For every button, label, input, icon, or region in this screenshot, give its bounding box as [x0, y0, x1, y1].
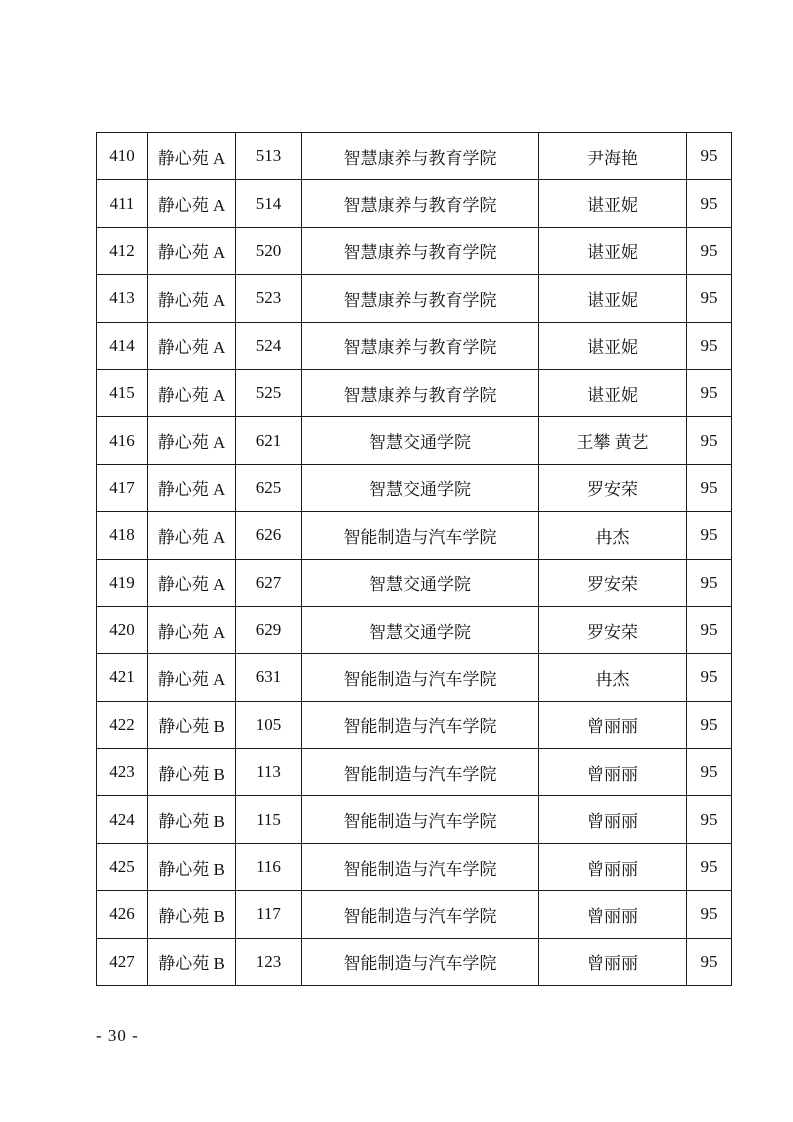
table-body	[97, 133, 732, 986]
score-cell: 95	[687, 701, 732, 748]
row-number-cell: 419	[97, 559, 148, 606]
score-cell: 95	[687, 464, 732, 511]
score-cell: 95	[687, 180, 732, 227]
table-row	[97, 322, 732, 369]
row-number-cell: 426	[97, 891, 148, 938]
score-cell: 95	[687, 938, 732, 985]
table-row	[97, 843, 732, 890]
college-cell: 智慧交通学院	[302, 559, 539, 606]
room-number-cell: 629	[236, 606, 302, 653]
building-cell: 静心苑 A	[148, 180, 236, 227]
table-row	[97, 180, 732, 227]
responsible-person-cell: 曾丽丽	[539, 701, 687, 748]
room-number-cell: 520	[236, 227, 302, 274]
score-cell: 95	[687, 891, 732, 938]
score-cell: 95	[687, 654, 732, 701]
table-row	[97, 133, 732, 180]
college-cell: 智能制造与汽车学院	[302, 701, 539, 748]
score-cell: 95	[687, 796, 732, 843]
building-cell: 静心苑 A	[148, 606, 236, 653]
college-cell: 智能制造与汽车学院	[302, 796, 539, 843]
row-number-cell: 412	[97, 227, 148, 274]
building-cell: 静心苑 B	[148, 701, 236, 748]
college-cell: 智慧康养与教育学院	[302, 369, 539, 416]
building-cell: 静心苑 B	[148, 749, 236, 796]
dormitory-score-table	[96, 132, 732, 986]
responsible-person-cell: 谌亚妮	[539, 180, 687, 227]
room-number-cell: 513	[236, 133, 302, 180]
building-cell: 静心苑 A	[148, 417, 236, 464]
college-cell: 智慧交通学院	[302, 464, 539, 511]
table-row	[97, 512, 732, 559]
responsible-person-cell: 冉杰	[539, 512, 687, 559]
college-cell: 智能制造与汽车学院	[302, 891, 539, 938]
table-row	[97, 275, 732, 322]
responsible-person-cell: 罗安荣	[539, 464, 687, 511]
responsible-person-cell: 尹海艳	[539, 133, 687, 180]
row-number-cell: 418	[97, 512, 148, 559]
college-cell: 智能制造与汽车学院	[302, 512, 539, 559]
building-cell: 静心苑 A	[148, 559, 236, 606]
college-cell: 智能制造与汽车学院	[302, 843, 539, 890]
responsible-person-cell: 罗安荣	[539, 606, 687, 653]
row-number-cell: 414	[97, 322, 148, 369]
table-row	[97, 891, 732, 938]
score-cell: 95	[687, 369, 732, 416]
score-cell: 95	[687, 749, 732, 796]
building-cell: 静心苑 A	[148, 227, 236, 274]
row-number-cell: 415	[97, 369, 148, 416]
table-row	[97, 606, 732, 653]
responsible-person-cell: 曾丽丽	[539, 796, 687, 843]
responsible-person-cell: 冉杰	[539, 654, 687, 701]
building-cell: 静心苑 A	[148, 322, 236, 369]
table-row	[97, 417, 732, 464]
score-cell: 95	[687, 606, 732, 653]
page-number: - 30 -	[96, 1026, 139, 1045]
row-number-cell: 417	[97, 464, 148, 511]
responsible-person-cell: 曾丽丽	[539, 843, 687, 890]
room-number-cell: 627	[236, 559, 302, 606]
row-number-cell: 423	[97, 749, 148, 796]
building-cell: 静心苑 A	[148, 369, 236, 416]
college-cell: 智能制造与汽车学院	[302, 938, 539, 985]
table-row	[97, 464, 732, 511]
responsible-person-cell: 曾丽丽	[539, 891, 687, 938]
row-number-cell: 411	[97, 180, 148, 227]
responsible-person-cell: 罗安荣	[539, 559, 687, 606]
responsible-person-cell: 谌亚妮	[539, 227, 687, 274]
room-number-cell: 524	[236, 322, 302, 369]
college-cell: 智慧康养与教育学院	[302, 227, 539, 274]
building-cell: 静心苑 B	[148, 796, 236, 843]
college-cell: 智慧康养与教育学院	[302, 275, 539, 322]
score-cell: 95	[687, 133, 732, 180]
room-number-cell: 117	[236, 891, 302, 938]
college-cell: 智慧康养与教育学院	[302, 133, 539, 180]
score-cell: 95	[687, 512, 732, 559]
college-cell: 智慧康养与教育学院	[302, 180, 539, 227]
college-cell: 智能制造与汽车学院	[302, 654, 539, 701]
score-cell: 95	[687, 417, 732, 464]
score-cell: 95	[687, 843, 732, 890]
table-row	[97, 369, 732, 416]
room-number-cell: 123	[236, 938, 302, 985]
room-number-cell: 525	[236, 369, 302, 416]
table-row	[97, 701, 732, 748]
room-number-cell: 116	[236, 843, 302, 890]
building-cell: 静心苑 B	[148, 938, 236, 985]
table-row	[97, 559, 732, 606]
table-row	[97, 227, 732, 274]
building-cell: 静心苑 A	[148, 275, 236, 322]
building-cell: 静心苑 B	[148, 891, 236, 938]
table-row	[97, 654, 732, 701]
row-number-cell: 424	[97, 796, 148, 843]
room-number-cell: 514	[236, 180, 302, 227]
row-number-cell: 413	[97, 275, 148, 322]
building-cell: 静心苑 A	[148, 464, 236, 511]
score-cell: 95	[687, 227, 732, 274]
row-number-cell: 422	[97, 701, 148, 748]
table-row	[97, 938, 732, 985]
responsible-person-cell: 谌亚妮	[539, 322, 687, 369]
row-number-cell: 410	[97, 133, 148, 180]
row-number-cell: 421	[97, 654, 148, 701]
score-cell: 95	[687, 322, 732, 369]
building-cell: 静心苑 A	[148, 133, 236, 180]
room-number-cell: 105	[236, 701, 302, 748]
row-number-cell: 425	[97, 843, 148, 890]
room-number-cell: 625	[236, 464, 302, 511]
college-cell: 智慧交通学院	[302, 606, 539, 653]
room-number-cell: 621	[236, 417, 302, 464]
responsible-person-cell: 曾丽丽	[539, 749, 687, 796]
college-cell: 智慧康养与教育学院	[302, 322, 539, 369]
building-cell: 静心苑 A	[148, 512, 236, 559]
table-row	[97, 749, 732, 796]
row-number-cell: 420	[97, 606, 148, 653]
responsible-person-cell: 谌亚妮	[539, 275, 687, 322]
score-cell: 95	[687, 559, 732, 606]
score-cell: 95	[687, 275, 732, 322]
room-number-cell: 626	[236, 512, 302, 559]
responsible-person-cell: 谌亚妮	[539, 369, 687, 416]
college-cell: 智能制造与汽车学院	[302, 749, 539, 796]
row-number-cell: 416	[97, 417, 148, 464]
building-cell: 静心苑 B	[148, 843, 236, 890]
table-row	[97, 796, 732, 843]
row-number-cell: 427	[97, 938, 148, 985]
building-cell: 静心苑 A	[148, 654, 236, 701]
room-number-cell: 631	[236, 654, 302, 701]
room-number-cell: 115	[236, 796, 302, 843]
responsible-person-cell: 王攀 黄艺	[539, 417, 687, 464]
room-number-cell: 113	[236, 749, 302, 796]
responsible-person-cell: 曾丽丽	[539, 938, 687, 985]
college-cell: 智慧交通学院	[302, 417, 539, 464]
room-number-cell: 523	[236, 275, 302, 322]
